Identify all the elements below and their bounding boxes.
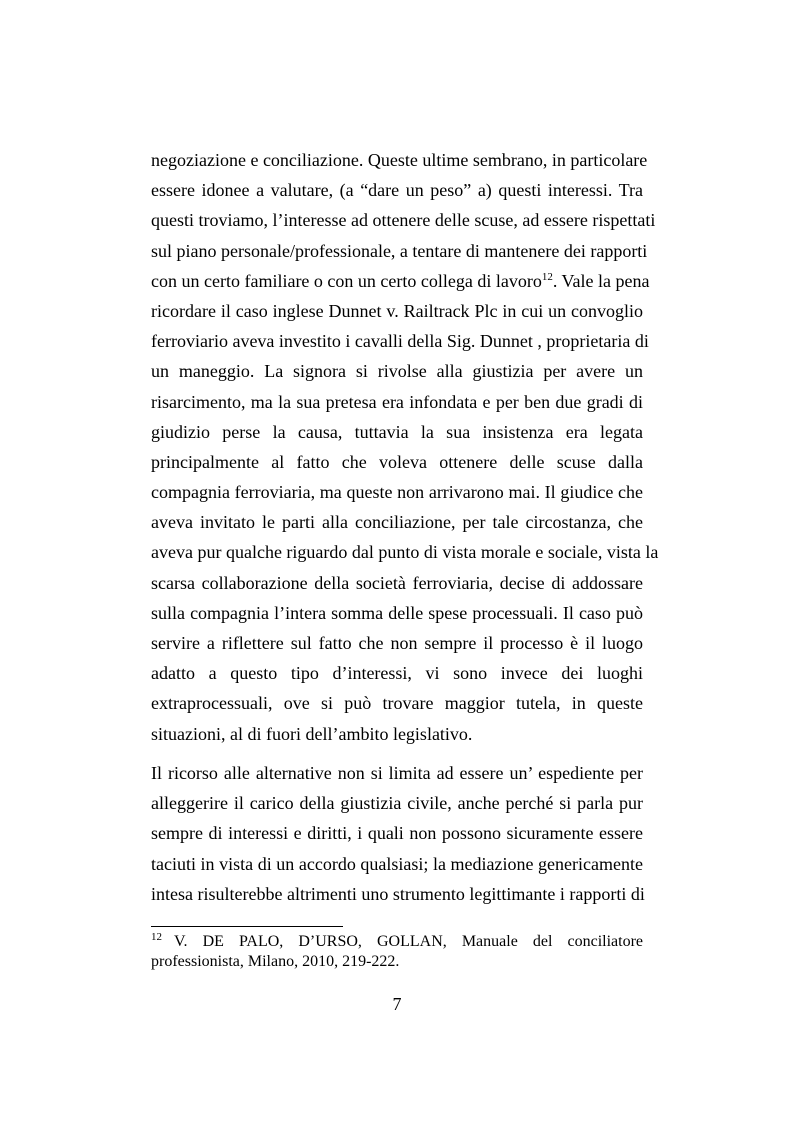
footnote-line: professionista, Milano, 2010, 219-222. (151, 953, 400, 970)
text-line: sul piano personale/professionale, a tentare di mantenere dei rapporti (151, 240, 648, 261)
text-line: servire a riflettere sul fatto che non sempre il processo è il luogo (151, 633, 643, 653)
text-line: giudizio perse la causa, tuttavia la sua insistenza era legata (151, 421, 643, 442)
page-number: 7 (392, 994, 402, 1014)
text-line: questi troviamo, l’interesse ad ottenere delle scuse, ad essere rispettati (151, 210, 656, 231)
text-line: compagnia ferroviaria, ma queste non arrivarono mai. Il giudice che (151, 482, 643, 503)
text-line: alleggerire il carico della giustizia civile, anche perché si parla pur (151, 793, 643, 814)
footnote-text: V. DE PALO, D’URSO, GOLLAN, Manuale del conciliatore (174, 933, 643, 950)
paragraph-2 (151, 758, 643, 909)
text-line: Il ricorso alle alternative non si limita ad essere un’ espediente per (151, 763, 643, 783)
text-line: extraprocessuali, ove si può trovare maggior tutela, in queste (151, 693, 643, 714)
footnote-divider (151, 926, 343, 927)
text-line-with-footnote-ref (151, 266, 650, 296)
text-line: un maneggio. La signora si rivolse alla giustizia per avere un (151, 361, 643, 382)
paragraph-1 (151, 145, 659, 749)
text-line: principalmente al fatto che voleva ottenere delle scuse dalla (151, 451, 643, 472)
text-line: sempre di interessi e diritti, i quali non possono sicuramente essere (151, 823, 643, 844)
text-line: aveva invitato le parti alla conciliazione, per tale circostanza, che (151, 512, 643, 533)
text-line: scarsa collaborazione della società ferroviaria, decise di addossare (151, 572, 643, 593)
text-line: sulla compagnia l’intera somma delle spese processuali. Il caso può (151, 602, 643, 623)
text-line: essere idonee a valutare, (a “dare un peso” a) questi interessi. Tra (151, 180, 643, 201)
text-line: situazioni, al di fuori dell’ambito legislativo. (151, 723, 473, 744)
text-line: ferroviario aveva investito i cavalli della Sig. Dunnet , proprietaria di (151, 331, 649, 352)
text-line: adatto a questo tipo d’interessi, vi sono invece dei luoghi (151, 663, 643, 684)
text-line: negoziazione e conciliazione. Queste ultime sembrano, in particolare (151, 150, 648, 170)
text-line: taciuti in vista di un accordo qualsiasi; la mediazione genericamente (151, 853, 643, 874)
text-line: risarcimento, ma la sua pretesa era infondata e per ben due gradi di (151, 391, 643, 412)
text-line: aveva pur qualche riguardo dal punto di vista morale e sociale, vista la (151, 542, 659, 563)
footnote-line (151, 932, 643, 952)
text-segment: con un certo familiare o con un certo collega di lavoro (151, 270, 542, 291)
footnote-number: 12 (151, 931, 162, 943)
text-segment: . Vale la pena (552, 270, 650, 291)
footnote (151, 932, 643, 972)
text-line: intesa risulterebbe altrimenti uno strumento legittimante i rapporti di (151, 883, 645, 904)
text-line: ricordare il caso inglese Dunnet v. Railtrack Plc in cui un convoglio (151, 300, 643, 321)
footnote-reference[interactable]: 12 (541, 270, 553, 283)
